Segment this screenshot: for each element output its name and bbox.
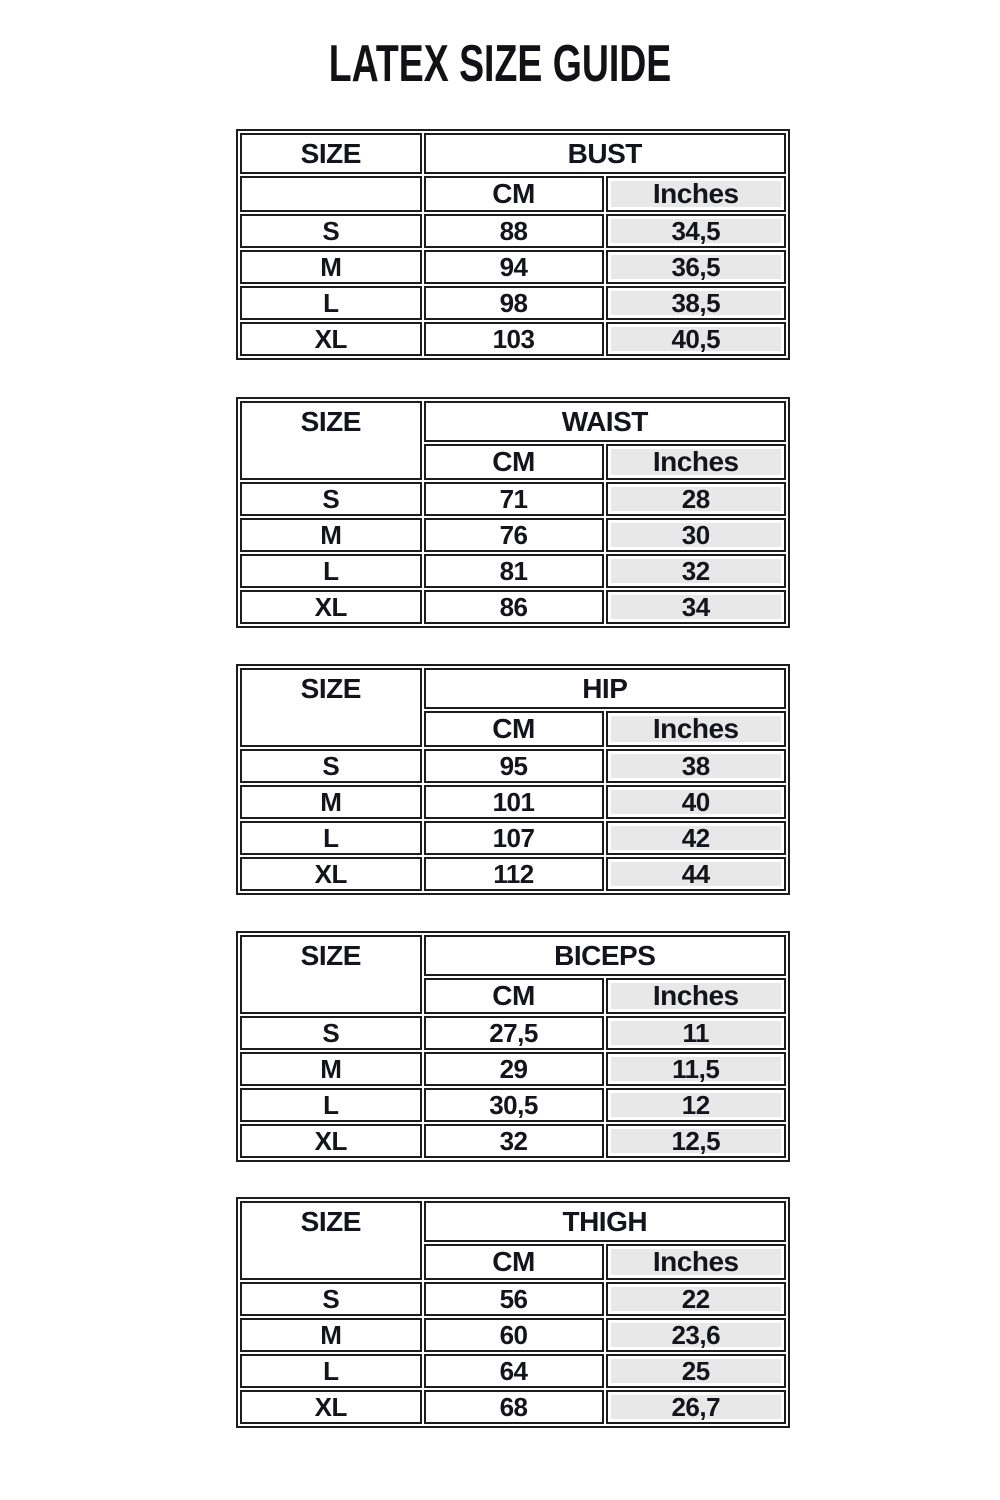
table-row	[240, 821, 786, 855]
size-table-bust	[236, 129, 790, 360]
cm-value: 112	[424, 857, 604, 891]
table-row	[240, 1088, 786, 1122]
size-table-waist	[236, 397, 790, 628]
size-column-header: SIZE	[240, 401, 422, 480]
size-column-header: SIZE	[240, 133, 422, 174]
cm-value: 94	[424, 250, 604, 284]
inches-value: 42	[606, 821, 787, 855]
size-cell: S	[240, 1016, 422, 1050]
cm-value: 32	[424, 1124, 604, 1158]
table-row	[240, 1318, 786, 1352]
size-cell: S	[240, 749, 422, 783]
table-row	[240, 590, 786, 624]
header-row	[240, 401, 786, 442]
table-row	[240, 857, 786, 891]
inches-value: 12,5	[606, 1124, 787, 1158]
size-cell: XL	[240, 322, 422, 356]
size-cell: L	[240, 554, 422, 588]
unit-header-row	[240, 176, 786, 212]
inches-header: Inches	[606, 978, 787, 1014]
inches-value: 26,7	[606, 1390, 787, 1424]
measurement-header: BUST	[424, 133, 786, 174]
inches-value: 44	[606, 857, 787, 891]
size-cell: S	[240, 1282, 422, 1316]
cm-value: 107	[424, 821, 604, 855]
table-row	[240, 322, 786, 356]
table-row	[240, 749, 786, 783]
page-title: LATEX SIZE GUIDE	[328, 35, 672, 93]
inches-value: 40	[606, 785, 787, 819]
header-row	[240, 133, 786, 174]
inches-header: Inches	[606, 711, 787, 747]
blank-cell	[240, 176, 422, 212]
inches-value: 38,5	[606, 286, 787, 320]
cm-value: 27,5	[424, 1016, 604, 1050]
inches-value: 32	[606, 554, 787, 588]
cm-value: 98	[424, 286, 604, 320]
table-row	[240, 785, 786, 819]
cm-value: 103	[424, 322, 604, 356]
size-cell: S	[240, 482, 422, 516]
cm-value: 29	[424, 1052, 604, 1086]
measurement-header: WAIST	[424, 401, 786, 442]
cm-value: 86	[424, 590, 604, 624]
inches-value: 34,5	[606, 214, 787, 248]
size-cell: XL	[240, 590, 422, 624]
inches-value: 22	[606, 1282, 787, 1316]
size-table-hip	[236, 664, 790, 895]
size-cell: L	[240, 1088, 422, 1122]
cm-header: CM	[424, 711, 604, 747]
inches-header: Inches	[606, 444, 787, 480]
table-row	[240, 554, 786, 588]
table-row	[240, 214, 786, 248]
cm-value: 71	[424, 482, 604, 516]
measurement-header: HIP	[424, 668, 786, 709]
size-cell: M	[240, 1318, 422, 1352]
size-cell: L	[240, 821, 422, 855]
table-row	[240, 518, 786, 552]
cm-value: 88	[424, 214, 604, 248]
table-row	[240, 1390, 786, 1424]
cm-value: 60	[424, 1318, 604, 1352]
table-row	[240, 482, 786, 516]
inches-value: 30	[606, 518, 787, 552]
size-column-header: SIZE	[240, 935, 422, 1014]
inches-header: Inches	[606, 176, 787, 212]
table-row	[240, 1354, 786, 1388]
cm-value: 76	[424, 518, 604, 552]
cm-value: 101	[424, 785, 604, 819]
inches-value: 36,5	[606, 250, 787, 284]
size-cell: M	[240, 785, 422, 819]
inches-value: 12	[606, 1088, 787, 1122]
table-row	[240, 1282, 786, 1316]
header-row	[240, 935, 786, 976]
cm-value: 64	[424, 1354, 604, 1388]
cm-header: CM	[424, 1244, 604, 1280]
inches-value: 40,5	[606, 322, 787, 356]
cm-value: 68	[424, 1390, 604, 1424]
size-cell: XL	[240, 1124, 422, 1158]
inches-value: 11,5	[606, 1052, 787, 1086]
size-cell: S	[240, 214, 422, 248]
cm-value: 81	[424, 554, 604, 588]
size-cell: L	[240, 1354, 422, 1388]
size-cell: M	[240, 1052, 422, 1086]
size-cell: M	[240, 250, 422, 284]
table-row	[240, 1124, 786, 1158]
inches-value: 11	[606, 1016, 787, 1050]
inches-value: 25	[606, 1354, 787, 1388]
inches-value: 38	[606, 749, 787, 783]
header-row	[240, 1201, 786, 1242]
inches-value: 23,6	[606, 1318, 787, 1352]
cm-value: 30,5	[424, 1088, 604, 1122]
cm-value: 56	[424, 1282, 604, 1316]
size-column-header: SIZE	[240, 1201, 422, 1280]
size-cell: XL	[240, 857, 422, 891]
header-row	[240, 668, 786, 709]
size-table-thigh	[236, 1197, 790, 1428]
table-row	[240, 1052, 786, 1086]
inches-value: 34	[606, 590, 787, 624]
size-column-header: SIZE	[240, 668, 422, 747]
cm-header: CM	[424, 176, 604, 212]
measurement-header: THIGH	[424, 1201, 786, 1242]
measurement-header: BICEPS	[424, 935, 786, 976]
size-cell: XL	[240, 1390, 422, 1424]
cm-value: 95	[424, 749, 604, 783]
table-row	[240, 286, 786, 320]
size-cell: L	[240, 286, 422, 320]
inches-value: 28	[606, 482, 787, 516]
cm-header: CM	[424, 978, 604, 1014]
table-row	[240, 1016, 786, 1050]
inches-header: Inches	[606, 1244, 787, 1280]
cm-header: CM	[424, 444, 604, 480]
size-cell: M	[240, 518, 422, 552]
size-table-biceps	[236, 931, 790, 1162]
table-row	[240, 250, 786, 284]
